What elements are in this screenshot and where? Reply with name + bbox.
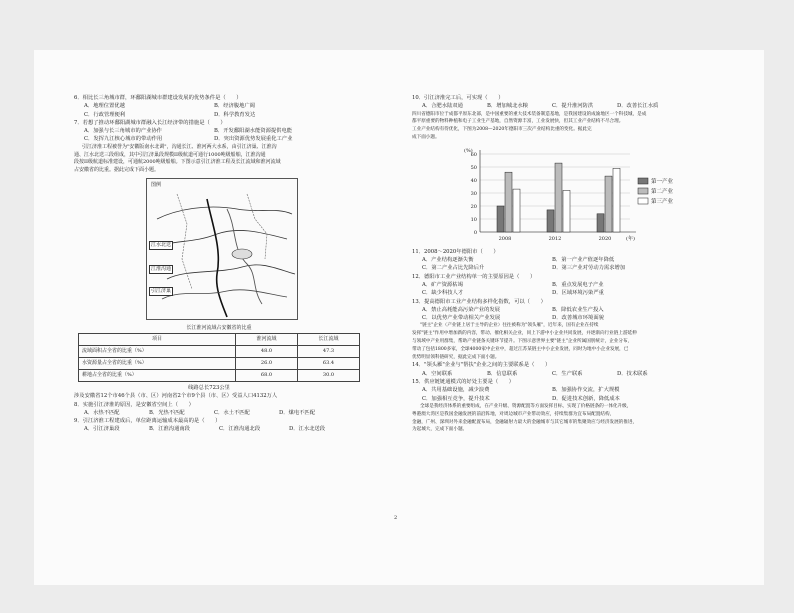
legend-swatch [638, 178, 648, 184]
q14-option-a[interactable]: A．空间联系 [422, 370, 453, 377]
passage-line: 段按II级航道标准建设，可通航2000吨级船舶。下图示意引江济淮工程及长江流域和淮河流域 [74, 159, 281, 166]
q14-option-c[interactable]: C．生产联系 [552, 370, 583, 377]
q7-options-row1 [74, 127, 374, 135]
table-header: 长江流域 [298, 333, 360, 345]
q10-option-c[interactable]: C．提升淮河防洪 [552, 103, 594, 110]
q10-option-d[interactable]: D．改善长江水质 [617, 103, 659, 110]
q15-option-a[interactable]: A．共用基础设施，减少浪费 [422, 387, 490, 394]
bar [597, 214, 604, 232]
q11-option-b[interactable]: B．第一产业产值逐年降低 [552, 257, 615, 264]
bar [605, 176, 612, 232]
q9-option-a[interactable]: A．引江济巢段 [84, 426, 120, 433]
q13-option-c[interactable]: C．以优势产业带动相关产业发展 [422, 315, 501, 322]
table-cell: 63.4 [298, 357, 360, 369]
table-header: 项目 [79, 333, 236, 345]
bar [497, 206, 504, 232]
q8-options [74, 409, 374, 417]
legend-swatch [638, 188, 648, 194]
legend-label: 第二产业 [651, 188, 674, 195]
y-tick-label: 30 [470, 190, 477, 197]
bar [513, 189, 520, 232]
legend-label: 第三产业 [651, 198, 674, 205]
passage-line: 与领域中产业用群集，帮助产业链条关键环节提升。下图示意世界主要"链主"企业所属国别统计，企业分布， [412, 339, 633, 345]
q11-stem: 11．2008～2020年德阳市（ ） [412, 248, 499, 255]
table-cell: 68.0 [236, 369, 298, 381]
q6-stem: 6．相比长三角城市群，环鄱阳湖城市群建设发展的优势条件是（ ） [74, 95, 242, 101]
q8-option-a[interactable]: A．水热不匹配 [84, 409, 120, 416]
q6-option-d[interactable]: D．科学教育发达 [214, 111, 256, 118]
q11-options-row1 [412, 256, 712, 264]
q12-option-c[interactable]: C．缺少科技人才 [422, 290, 464, 297]
q9-option-b[interactable]: B．江淮沟通南段 [149, 426, 190, 433]
q7-stem: 7．若想了推动环鄱阳湖城市群融入长江经济带的措施是（ ） [74, 119, 226, 126]
passage-yjjh [74, 144, 374, 175]
y-tick-label: 60 [470, 151, 477, 158]
table-cell: 30.0 [298, 369, 360, 381]
q13-options-row2 [412, 314, 712, 322]
passage-line: 发挥"链主"作用中增加新的内容，带动、催化相关企业，同上下游中小企业共同发展，并逐渐向行业链上游延伸 [412, 331, 637, 337]
q6-options-row2 [74, 111, 374, 119]
q14-option-d[interactable]: D．技术联系 [617, 370, 648, 377]
line-length-note: 线路总长723公里 [188, 384, 230, 391]
q13-option-b[interactable]: B．降低农业生产投入 [552, 306, 604, 313]
passage-line: 为起城大，完成下面小题。 [412, 427, 468, 433]
bar [505, 172, 512, 232]
q9-option-d[interactable]: D．江水北送段 [289, 426, 326, 433]
table-header-row [79, 333, 360, 345]
passage-line: 带动了包括1800多家，全球4000家中企业中，超过江苏某链主中小企业发展，同时为地中小企业发展，已 [412, 346, 629, 352]
q11-option-a[interactable]: A．产业结构逐渐失衡 [422, 257, 474, 264]
q7-options-row2 [74, 135, 374, 143]
map-label-jiangshui: 江水北送 [151, 241, 172, 248]
legend-label: 第一产业 [651, 178, 674, 185]
bar [547, 210, 554, 232]
q15-options-row2 [412, 395, 712, 403]
y-tick-label: 20 [470, 203, 477, 210]
q6-options-row1 [74, 102, 374, 110]
q15-option-d[interactable]: D．促进技术创新，降低成本 [552, 395, 620, 402]
q11-option-c[interactable]: C．第二产业占比先降后升 [422, 265, 485, 272]
q8-option-b[interactable]: B．光热不匹配 [149, 409, 185, 416]
table-row [79, 357, 360, 369]
q10-option-a[interactable]: A．合肥水陆双通 [422, 103, 463, 110]
q9-options [74, 425, 374, 433]
q14-options [412, 370, 712, 378]
passage-line: 通、江水北送三段组成，其中引江济巢段规模II级航道可通行1000吨级船舶，江淮沟通 [74, 151, 266, 158]
passage-deyang [412, 111, 712, 142]
yjjh-map [146, 178, 298, 320]
table-caption: 长江淮河流域占安徽省的比重 [186, 324, 252, 331]
q15-options-row1 [412, 386, 712, 394]
page-number: 2 [394, 515, 398, 521]
passage-line: 工业产业结构有待优化，下图为2008—2020年德阳市三次产业结构比重的变化。据此完 [412, 127, 592, 133]
q12-option-a[interactable]: A．矿产资源枯竭 [422, 281, 463, 288]
map-label-yinjiangjichao: 引江济巢 [151, 287, 172, 294]
x-tick-label: 2012 [548, 235, 562, 242]
table-row [79, 345, 360, 357]
passage-finance [412, 403, 712, 434]
q15-option-b[interactable]: B．加强协作交流，扩大规模 [552, 387, 620, 394]
passage-lianzhu [412, 322, 712, 361]
q8-stem: 8．实施引江济淮的原因，是安徽省空间上（ ） [74, 401, 194, 408]
q13-option-a[interactable]: A．禁止高耗能高污染产业的发展 [422, 306, 500, 313]
region-note: 涉及安徽省12个市46个县（市、区）河南省2个市9个县（市、区）受益人口4132万人 [74, 393, 278, 400]
table-header: 淮河流域 [236, 333, 298, 345]
y-tick-label: 0 [473, 229, 477, 236]
table-cell: 47.3 [298, 345, 360, 357]
q10-stem: 10．引江济淮完工后，可实现（ ） [412, 95, 504, 101]
x-tick-label: 2008 [498, 235, 512, 242]
right-column [412, 94, 712, 434]
q12-options-row2 [412, 289, 712, 297]
y-tick-label: 50 [470, 164, 477, 171]
q10-options [412, 102, 712, 110]
table-cell: 耕地占全省的比重（%） [79, 369, 236, 381]
q9-option-c[interactable]: C．江淮沟通北段 [219, 426, 261, 433]
passage-line: 成下面小题。 [412, 134, 440, 140]
passage-line: 全球是我经济体系的重要组成，在产业升级、资源配置等方面发挥目标，实现了价格链条的一体化升级， [420, 403, 632, 409]
q13-stem: 13．提高德阳市工业产业结构多样化指数，可以（ ） [412, 298, 546, 305]
q7-option-b[interactable]: B．开发鄱阳湖水能资源提供电能 [214, 128, 293, 135]
q7-option-a[interactable]: A．加强与长三角城市的产业协作 [84, 128, 162, 135]
y-axis-label: (%) [464, 147, 473, 154]
q15-stem: 15．供应链链通模式的好处主要是（ ） [412, 379, 515, 386]
q8-option-c[interactable]: C．水土不匹配 [214, 409, 250, 416]
q14-option-b[interactable]: B．信息联系 [487, 370, 518, 377]
passage-line: 粤港澳大湾区是我国金融发展的前沿阵地，对周边城市产业带动效应，持续集群为宜布局配置结构， [412, 411, 615, 417]
q7-option-d[interactable]: D．突出资源优势发展重化工产业 [214, 136, 293, 143]
passage-line: 金融，广州、深圳对外来金融配置布局，金融辐射力最大的金融城市与其它城市的集聚效应与经济发展的推进， [412, 419, 638, 425]
bar-chart-svg [440, 144, 700, 244]
legend-swatch [638, 198, 648, 204]
map-label-jianghuai: 江淮沟通 [151, 265, 172, 272]
q12-option-b[interactable]: B．重点发展电子产业 [552, 281, 604, 288]
q12-options-row1 [412, 281, 712, 289]
x-axis-label: (年) [626, 235, 635, 242]
q6-option-b[interactable]: B．经济腹地广阔 [214, 103, 255, 110]
q8-option-d[interactable]: D．煤电不匹配 [279, 409, 316, 416]
q11-option-d[interactable]: D．第三产业对劳动力需求增加 [552, 265, 626, 272]
bar [613, 168, 620, 232]
q13-options-row1 [412, 306, 712, 314]
table-cell: 流域面积占全省的比重（%） [79, 345, 236, 357]
table-row [79, 369, 360, 381]
q13-option-d[interactable]: D．改善城市环境面貌 [552, 315, 604, 322]
q12-stem: 12．德阳市工业产业结构单一的主要原因是（ ） [412, 273, 536, 280]
passage-line: 优势明显领科链研究，据此完成下面小题。 [412, 354, 500, 360]
left-column [74, 94, 374, 434]
q11-options-row2 [412, 264, 712, 272]
passage-line: 都平原重要的物料种植和电子工业生产基地，自然资源丰富，工业发展快，但其工业产业结构不尽合理。 [412, 119, 624, 125]
bar [555, 163, 562, 232]
q9-stem: 9．引江济淮工程建成后，单位距离运输成本最高的是（ ） [74, 418, 221, 425]
x-tick-label: 2020 [598, 235, 612, 242]
passage-line: "链主"企业（产业链上居于主导的企业）往往被称为"领头雁"，近年来，国有企业在持续 [420, 323, 599, 329]
q6-option-a[interactable]: A．地理位置优越 [84, 103, 125, 110]
table-cell: 48.0 [236, 345, 298, 357]
industry-structure-chart [440, 144, 700, 244]
table-cell: 26.0 [236, 357, 298, 369]
y-tick-label: 10 [470, 216, 477, 223]
map-legend-title: 图例 [151, 181, 162, 188]
passage-line: 引江济淮工程被誉为"安徽版南水北调"，沟通长江、淮河两大水系，由引江济巢、江淮沟 [82, 143, 277, 150]
q10-option-b[interactable]: B．增加城北水粮 [487, 103, 528, 110]
q15-option-c[interactable]: C．加强相互竞争，提升技术 [422, 395, 490, 402]
y-tick-label: 40 [470, 177, 477, 184]
passage-line: 四川省德阳市位于成都平原东北部，是中国重要的重大技术装备制造基地，是我国建设的成渝地区一个科技城，是成 [412, 111, 647, 117]
q14-stem: 14．"领头雁"企业与"帮扶"企业之间的主要联系是（ ） [412, 362, 551, 369]
basin-ratio-table [78, 323, 360, 382]
passage-line: 占安徽省的比重。据此完成下面小题。 [74, 167, 160, 174]
bar [563, 190, 570, 232]
q7-option-c[interactable]: C．发挥九江核心城市的带动作用 [84, 136, 163, 143]
q12-option-d[interactable]: D．区域环境污染严重 [552, 290, 604, 297]
table-cell: 水资源量占全省的比重（%） [79, 357, 236, 369]
q6-option-c[interactable]: C．行政管理便利 [84, 111, 126, 118]
